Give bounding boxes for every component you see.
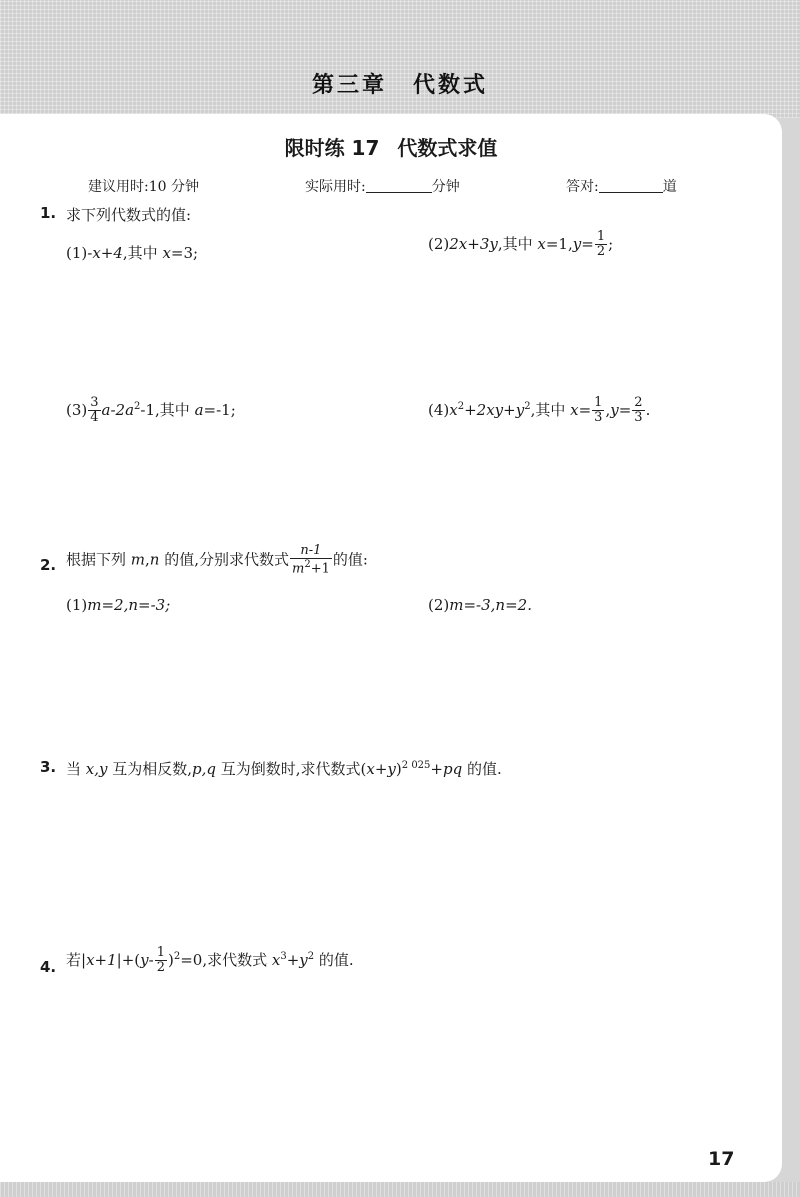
question-4-text: 若|x+1|+(y- $\frac{1}{2}$ )$^2$=0,求代数式 $x^3+y^2$ 的值. <box>66 945 354 976</box>
question-1-part-4: $(4)x^2+2xy+y^2$,其中 x= $\frac{1}{3}$ ,y= $\frac{2}{3}$ . <box>428 395 651 426</box>
correct-count-blank[interactable] <box>599 178 663 193</box>
chapter-header-band <box>0 0 800 118</box>
fraction: $\frac{1}{2}$ <box>596 229 606 260</box>
question-4-number: 4. <box>40 958 57 976</box>
suggested-time: 建议用时:10 分钟 <box>88 179 199 195</box>
worksheet-title <box>0 132 782 161</box>
drill-number: 限时练 17 <box>284 136 380 160</box>
question-2-part-2: (2)m=-3,n=2. <box>428 596 532 614</box>
chapter-heading <box>0 68 800 99</box>
chapter-title: 代数式 <box>413 73 489 98</box>
chapter-number: 第三章 <box>311 73 387 98</box>
fraction: $\frac{1}{3}$ <box>594 395 603 426</box>
topic-title: 代数式求值 <box>397 136 498 160</box>
fraction: $\frac{n-1}{m^2+1}$ <box>292 543 330 577</box>
question-1-part-1: (1)-x+4,其中 x=3; <box>66 244 199 262</box>
correct-count: 答对: 道 <box>566 179 677 195</box>
question-1-part-2: (2)2x+3y,其中 x=1,y= $\frac{1}{2}$ ; <box>428 229 614 260</box>
question-3-text: 当 x,y 互为相反数,p,q 互为倒数时,求代数式$(x+y)^{2 025}+pq$ 的值. <box>66 760 502 778</box>
question-1-prompt: 求下列代数式的值: <box>66 206 192 224</box>
question-3-number: 3. <box>40 758 57 776</box>
page-number: 17 <box>708 1148 735 1170</box>
fraction: $\frac{2}{3}$ <box>634 395 643 426</box>
question-2-part-1: (1)m=2,n=-3; <box>66 596 171 614</box>
bottom-band <box>0 1182 800 1197</box>
question-2-prompt: 根据下列 m,n 的值,分别求代数式 $\frac{n-1}{m^2+1}$ 的值: <box>66 543 368 577</box>
question-2-number: 2. <box>40 556 57 574</box>
actual-time-blank[interactable] <box>366 178 432 193</box>
fraction: $\frac{1}{2}$ <box>156 945 165 976</box>
question-1-number: 1. <box>40 204 57 222</box>
question-1-part-3: (3) $\frac{3}{4}$ $a-2a^2-1$,其中 a=-1; <box>66 395 236 426</box>
fraction: $\frac{3}{4}$ <box>90 395 99 426</box>
worksheet-page <box>0 114 782 1182</box>
actual-time: 实际用时: 分钟 <box>305 179 460 195</box>
